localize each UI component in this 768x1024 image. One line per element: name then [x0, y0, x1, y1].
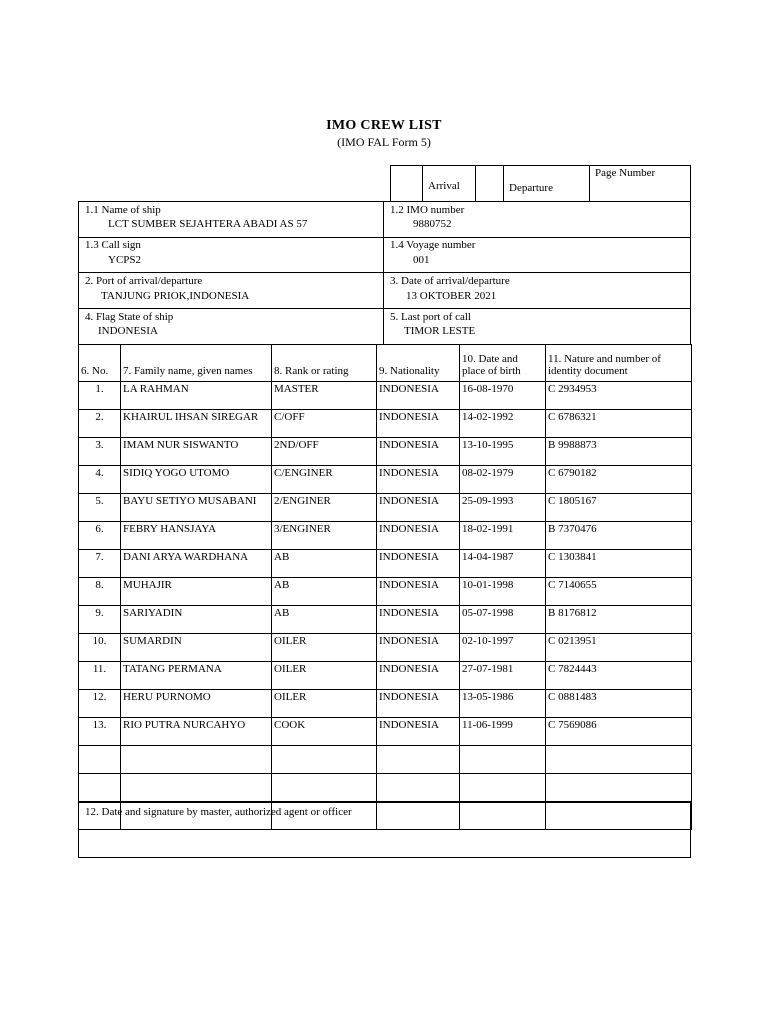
crew-name: [121, 746, 272, 774]
last-port-value: TIMOR LESTE: [404, 325, 476, 337]
table-row: [79, 410, 692, 438]
table-row: [79, 690, 692, 718]
table-row: [79, 466, 692, 494]
crew-rank: 2/ENGINER: [272, 494, 377, 522]
port-label: 2. Port of arrival/departure: [85, 275, 203, 287]
crew-birth: 10-01-1998: [460, 578, 546, 606]
crew-birth: 05-07-1998: [460, 606, 546, 634]
crew-no: 11.: [79, 662, 121, 690]
ship-info-rule: [78, 272, 691, 273]
crew-rank: AB: [272, 606, 377, 634]
crew-rank: AB: [272, 550, 377, 578]
table-row: [79, 606, 692, 634]
crew-name: DANI ARYA WARDHANA: [121, 550, 272, 578]
crew-identity-document: C 7569086: [546, 718, 692, 746]
crew-birth: [460, 746, 546, 774]
crew-no: [79, 746, 121, 774]
header-name: 7. Family name, given names: [121, 345, 272, 382]
crew-no: 9.: [79, 606, 121, 634]
crew-birth: 16-08-1970: [460, 382, 546, 410]
page-number-divider: [589, 165, 590, 202]
crew-name: [121, 774, 272, 802]
crew-identity-document: C 6786321: [546, 410, 692, 438]
crew-identity-document: B 9988873: [546, 438, 692, 466]
imo-number-label: 1.2 IMO number: [390, 204, 465, 216]
crew-no: 6.: [79, 522, 121, 550]
crew-no: 8.: [79, 578, 121, 606]
crew-name: LA RAHMAN: [121, 382, 272, 410]
crew-identity-document: C 0881483: [546, 690, 692, 718]
ship-info-rule: [78, 237, 691, 238]
crew-name: HERU PURNOMO: [121, 690, 272, 718]
ship-info-rule: [78, 308, 691, 309]
crew-birth: [460, 774, 546, 802]
crew-identity-document: C 7140655: [546, 578, 692, 606]
crew-nationality: INDONESIA: [377, 438, 460, 466]
crew-rank: AB: [272, 578, 377, 606]
crew-no: [79, 774, 121, 802]
crew-birth: 18-02-1991: [460, 522, 546, 550]
crew-identity-document: [546, 746, 692, 774]
voyage-number-value: 001: [413, 254, 430, 266]
departure-checkbox[interactable]: [475, 165, 504, 202]
crew-name: TATANG PERMANA: [121, 662, 272, 690]
crew-nationality: INDONESIA: [377, 662, 460, 690]
crew-nationality: INDONESIA: [377, 522, 460, 550]
ship-name-value: LCT SUMBER SEJAHTERA ABADI AS 57: [108, 218, 308, 230]
crew-no: 12.: [79, 690, 121, 718]
crew-name: SARIYADIN: [121, 606, 272, 634]
crew-no: 3.: [79, 438, 121, 466]
crew-name: SIDIQ YOGO UTOMO: [121, 466, 272, 494]
crew-rank: MASTER: [272, 382, 377, 410]
flag-state-label: 4. Flag State of ship: [85, 311, 174, 323]
call-sign-value: YCPS2: [108, 254, 142, 266]
crew-table: [78, 344, 692, 830]
crew-rank: OILER: [272, 662, 377, 690]
imo-number-value: 9880752: [413, 218, 452, 230]
table-row: [79, 718, 692, 746]
table-row: [79, 774, 692, 802]
crew-birth: 14-04-1987: [460, 550, 546, 578]
crew-rank: 2ND/OFF: [272, 438, 377, 466]
crew-identity-document: C 2934953: [546, 382, 692, 410]
crew-identity-document: C 1805167: [546, 494, 692, 522]
page-number-label: Page Number: [595, 167, 656, 179]
crew-identity-document: C 0213951: [546, 634, 692, 662]
crew-nationality: INDONESIA: [377, 606, 460, 634]
header-nationality: 9. Nationality: [377, 345, 460, 382]
crew-no: 2.: [79, 410, 121, 438]
last-port-label: 5. Last port of call: [390, 311, 471, 323]
call-sign-label: 1.3 Call sign: [85, 239, 141, 251]
crew-name: MUHAJIR: [121, 578, 272, 606]
table-row: [79, 662, 692, 690]
date-value: 13 OKTOBER 2021: [406, 290, 497, 302]
ship-name-label: 1.1 Name of ship: [85, 204, 161, 216]
crew-nationality: INDONESIA: [377, 382, 460, 410]
crew-identity-document: C 1303841: [546, 550, 692, 578]
crew-nationality: [377, 746, 460, 774]
table-row: [79, 634, 692, 662]
form-subtitle: (IMO FAL Form 5): [337, 135, 431, 149]
crew-birth: 14-02-1992: [460, 410, 546, 438]
table-row: [79, 494, 692, 522]
crew-no: 1.: [79, 382, 121, 410]
crew-birth: 02-10-1997: [460, 634, 546, 662]
crew-rank: OILER: [272, 634, 377, 662]
table-row: [79, 382, 692, 410]
crew-nationality: INDONESIA: [377, 690, 460, 718]
table-row: [79, 522, 692, 550]
form-title: IMO CREW LIST: [326, 118, 442, 133]
crew-nationality: INDONESIA: [377, 494, 460, 522]
crew-rank: C/ENGINER: [272, 466, 377, 494]
table-row: [79, 578, 692, 606]
crew-birth: 11-06-1999: [460, 718, 546, 746]
crew-name: BAYU SETIYO MUSABANI: [121, 494, 272, 522]
crew-birth: 25-09-1993: [460, 494, 546, 522]
crew-identity-document: B 7370476: [546, 522, 692, 550]
crew-rank: OILER: [272, 690, 377, 718]
crew-table-header: [79, 345, 692, 382]
crew-nationality: INDONESIA: [377, 718, 460, 746]
crew-birth: 08-02-1979: [460, 466, 546, 494]
crew-no: 10.: [79, 634, 121, 662]
crew-name: IMAM NUR SISWANTO: [121, 438, 272, 466]
crew-identity-document: [546, 774, 692, 802]
crew-rank: COOK: [272, 718, 377, 746]
crew-nationality: INDONESIA: [377, 578, 460, 606]
header-birth: 10. Date and place of birth: [460, 345, 546, 382]
table-row: [79, 438, 692, 466]
header-rank: 8. Rank or rating: [272, 345, 377, 382]
crew-no: 4.: [79, 466, 121, 494]
crew-nationality: INDONESIA: [377, 634, 460, 662]
header-identity-document: 11. Nature and number of identity document: [546, 345, 692, 382]
crew-no: 7.: [79, 550, 121, 578]
crew-nationality: INDONESIA: [377, 466, 460, 494]
port-value: TANJUNG PRIOK,INDONESIA: [101, 290, 250, 302]
voyage-number-label: 1.4 Voyage number: [390, 239, 476, 251]
crew-rank: [272, 774, 377, 802]
crew-identity-document: B 8176812: [546, 606, 692, 634]
crew-name: FEBRY HANSJAYA: [121, 522, 272, 550]
crew-name: SUMARDIN: [121, 634, 272, 662]
signature-label: 12. Date and signature by master, authorized agent or officer: [85, 806, 352, 818]
flag-state-value: INDONESIA: [98, 325, 158, 337]
crew-name: KHAIRUL IHSAN SIREGAR: [121, 410, 272, 438]
crew-rank: C/OFF: [272, 410, 377, 438]
crew-name: RIO PUTRA NURCAHYO: [121, 718, 272, 746]
crew-no: 5.: [79, 494, 121, 522]
header-no: 6. No.: [79, 345, 121, 382]
date-label: 3. Date of arrival/departure: [390, 275, 510, 287]
table-row: [79, 550, 692, 578]
crew-birth: 27-07-1981: [460, 662, 546, 690]
crew-nationality: [377, 774, 460, 802]
crew-birth: 13-05-1986: [460, 690, 546, 718]
departure-label: Departure: [509, 182, 553, 194]
crew-nationality: INDONESIA: [377, 410, 460, 438]
arrival-label: Arrival: [428, 180, 460, 192]
crew-birth: 13-10-1995: [460, 438, 546, 466]
crew-identity-document: C 6790182: [546, 466, 692, 494]
crew-rank: 3/ENGINER: [272, 522, 377, 550]
crew-identity-document: C 7824443: [546, 662, 692, 690]
table-row: [79, 746, 692, 774]
arrival-checkbox[interactable]: [390, 165, 423, 202]
crew-rank: [272, 746, 377, 774]
crew-nationality: INDONESIA: [377, 550, 460, 578]
crew-no: 13.: [79, 718, 121, 746]
